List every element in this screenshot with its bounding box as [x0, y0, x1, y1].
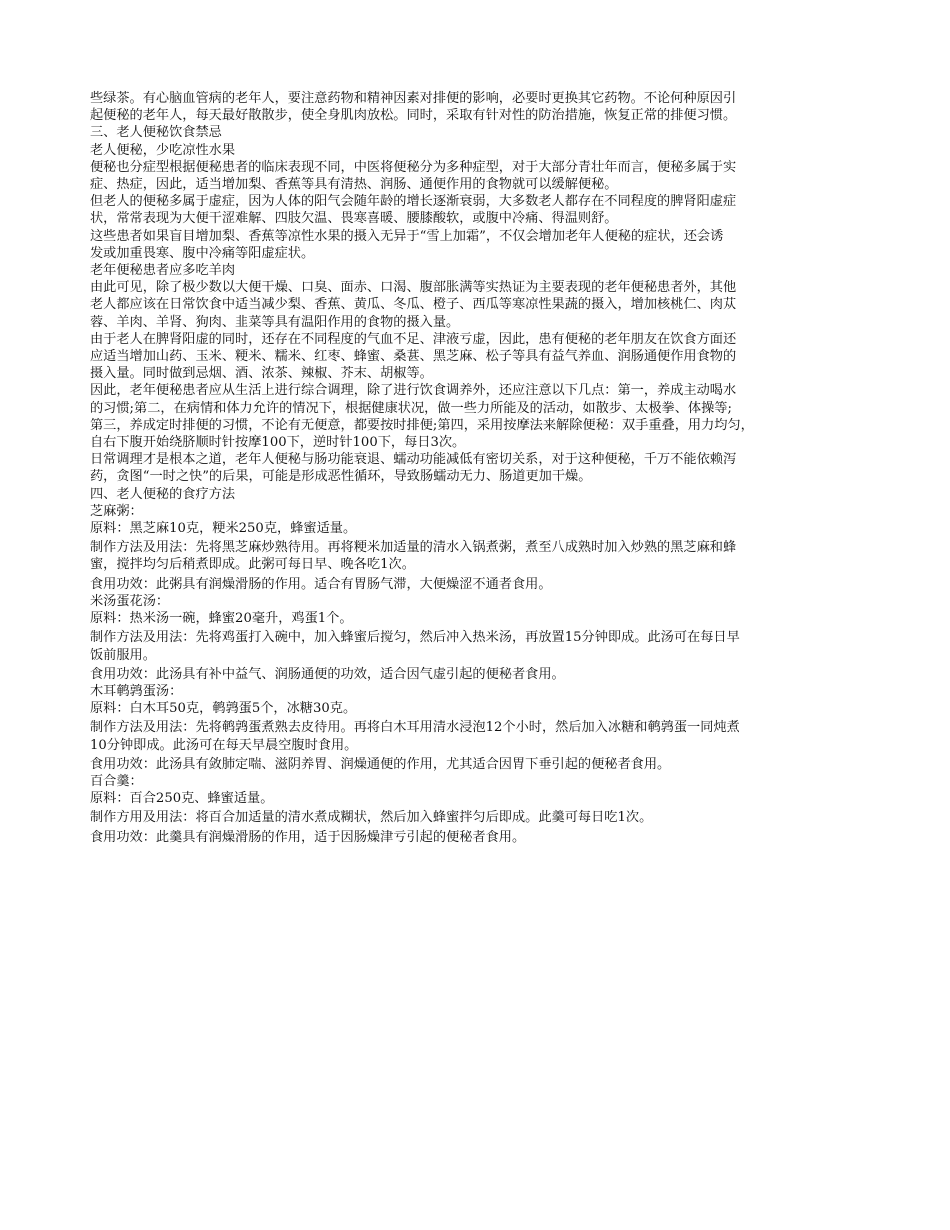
- text-line: 由此可见，除了极少数以大便干燥、口臭、面赤、口渴、腹部胀满等实热证为主要表现的老年便秘患者外，其他: [90, 280, 737, 296]
- text-line: 制作方法及用法：先将黑芝麻炒熟待用。再将粳米加适量的清水入锅煮粥，煮至八成熟时加入炒熟的黑芝麻和蜂: [90, 540, 737, 556]
- text-line: 因此，老年便秘患者应从生活上进行综合调理，除了进行饮食调养外，还应注意以下几点：第一，养成主动喝水: [90, 383, 737, 399]
- text-line: 蓉、羊肉、羊肾、狗肉、韭菜等具有温阳作用的食物的摄入量。: [90, 314, 460, 330]
- text-line: 应适当增加山药、玉米、粳米、糯米、红枣、蜂蜜、桑葚、黑芝麻、松子等具有益气养血、润肠通便作用食物的: [90, 349, 737, 365]
- text-line: 摄入量。同时做到忌烟、酒、浓茶、辣椒、芥末、胡椒等。: [90, 366, 433, 382]
- text-line: 芝麻粥：: [90, 503, 143, 519]
- text-line: 发或加重畏寒、腹中冷痛等阳虚症状。: [90, 245, 315, 261]
- text-line: 四、老人便秘的食疗方法: [90, 486, 236, 502]
- text-line: 米汤蛋花汤：: [90, 593, 170, 609]
- text-line: 食用功效：此羹具有润燥滑肠的作用，适于因肠燥津亏引起的便秘者食用。: [90, 829, 526, 845]
- text-line: 便秘也分症型根据便秘患者的临床表现不同，中医将便秘分为多种症型，对于大部分青壮年而言，便秘多属于实: [90, 159, 737, 175]
- text-line: 木耳鹌鹑蛋汤：: [90, 683, 183, 699]
- text-line: 制作方法及用法：先将鹌鹑蛋煮熟去皮待用。再将白木耳用清水浸泡12个小时，然后加入冰糖和鹌鹑蛋一同炖煮: [90, 720, 740, 736]
- text-line: 原料：白木耳50克，鹌鹑蛋5个，冰糖30克。: [90, 701, 357, 717]
- text-line: 起便秘的老年人，每天最好散散步，使全身肌肉放松。同时，采取有针对性的防治措施，恢复正常的排便习惯。: [90, 108, 737, 124]
- text-line: 原料：百合250克、蜂蜜适量。: [90, 791, 274, 807]
- text-line: 日常调理才是根本之道，老年人便秘与肠功能衰退、蠕动功能减低有密切关系，对于这种便秘，千万不能依赖泻: [90, 452, 737, 468]
- text-line: 自右下腹开始绕脐顺时针按摩100下，逆时针100下，每日3次。: [90, 435, 466, 451]
- text-line: 10分钟即成。此汤可在每天早晨空腹时食用。: [90, 737, 358, 753]
- text-line: 些绿茶。有心脑血管病的老年人，要注意药物和精神因素对排便的影响，必要时更换其它药物。不论何种原因引: [90, 91, 737, 106]
- text-line: 制作方用及用法：将百合加适量的清水煮成糊状，然后加入蜂蜜拌匀后即成。此羹可每日吃1次。: [90, 810, 653, 826]
- text-line: 老人便秘，少吃凉性水果: [90, 142, 236, 158]
- text-line: 食用功效：此汤具有补中益气、润肠通便的功效，适合因气虚引起的便秘者食用。: [90, 666, 565, 682]
- text-line: 这些患者如果盲目增加梨、香蕉等凉性水果的摄入无异于“雪上加霜”，不仅会增加老年人便秘的症状，还会诱: [90, 228, 724, 244]
- text-line: 症、热症，因此，适当增加梨、香蕉等具有清热、润肠、通便作用的食物就可以缓解便秘。: [90, 177, 618, 193]
- text-line: 老年便秘患者应多吃羊肉: [90, 263, 236, 279]
- text-line: 由于老人在脾肾阳虚的同时，还存在不同程度的气血不足、津液亏虚，因此，患有便秘的老年朋友在饮食方面还: [90, 331, 737, 347]
- text-line: 老人都应该在日常饮食中适当减少梨、香蕉、黄瓜、冬瓜、橙子、西瓜等寒凉性果蔬的摄入，增加核桃仁、肉苁: [90, 297, 737, 313]
- text-line: 食用功效：此汤具有敛肺定喘、滋阴养胃、润燥通便的作用，尤其适合因胃下垂引起的便秘者食用。: [90, 756, 671, 772]
- text-line: 第三，养成定时排便的习惯，不论有无便意，都要按时排便;第四，采用按摩法来解除便秘：双手重叠，用力均匀，: [90, 417, 754, 433]
- text-line: 原料：热米汤一碗，蜂蜜20毫升，鸡蛋1个。: [90, 611, 353, 627]
- text-line: 三、老人便秘饮食禁忌: [90, 125, 222, 141]
- text-line: 的习惯;第二，在病情和体力允许的情况下，根据健康状况，做一些力所能及的活动，如散步、太极拳、体操等;: [90, 400, 732, 416]
- text-line: 蜜，搅拌均匀后稍煮即成。此粥可每日早、晚各吃1次。: [90, 557, 415, 573]
- text-line: 制作方法及用法：先将鸡蛋打入碗中，加入蜂蜜后搅匀，然后冲入热米汤，再放置15分钟即成。此汤可在每日早: [90, 630, 740, 646]
- text-line: 药，贪图“一时之快”的后果，可能是形成恶性循环，导致肠蠕动无力、肠道更加干燥。: [90, 469, 592, 485]
- text-line: 原料：黑芝麻10克，粳米250克，蜂蜜适量。: [90, 521, 357, 537]
- document-body: [90, 90, 865, 846]
- text-line: 饭前服用。: [90, 647, 156, 663]
- text-line: 状，常常表现为大便干涩难解、四肢欠温、畏寒喜暖、腰膝酸软，或腹中冷痛、得温则舒。: [90, 211, 618, 227]
- text-line: 食用功效：此粥具有润燥滑肠的作用。适合有胃肠气滞，大便燥涩不通者食用。: [90, 576, 552, 592]
- text-line: 百合羹：: [90, 773, 143, 789]
- text-line: 但老人的便秘多属于虚症，因为人体的阳气会随年龄的增长逐渐衰弱，大多数老人都存在不同程度的脾肾阳虚症: [90, 194, 737, 210]
